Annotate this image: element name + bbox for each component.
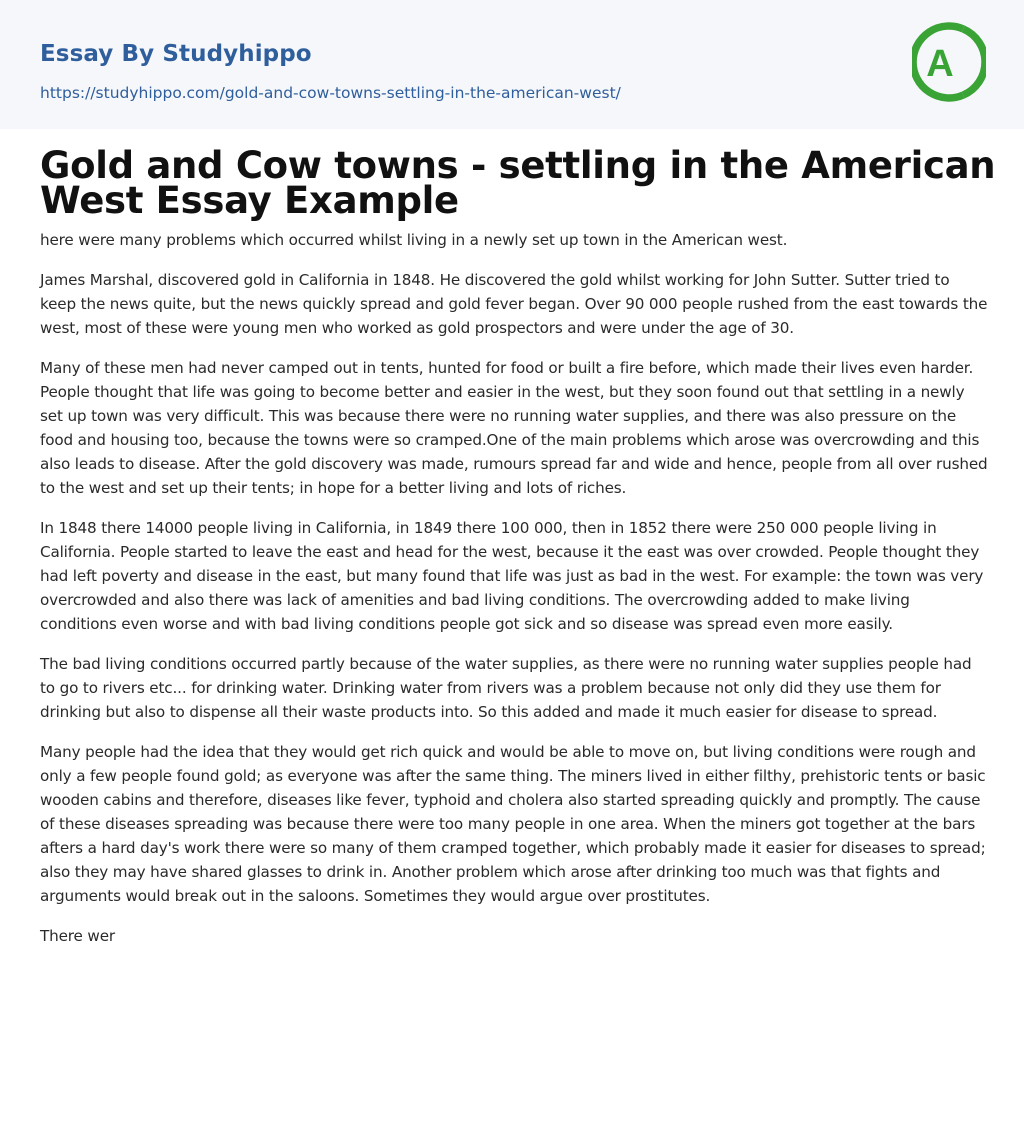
essay-paragraph: In 1848 there 14000 people living in California, in 1849 there 100 000, then in 1852 there were 250 000 people living in California. People started to leave the east and head for the west, because it the east was over crowded. People thought they had left poverty and disease in the east, but many found that life was just as bad in the west. For example: the town was very overcrowded and also there was lack of amenities and bad living conditions. The overcrowding added to make living conditions even worse and with bad living conditions people got sick and so disease was spread even more easily. — [40, 519, 984, 633]
studyhippo-logo-icon[interactable] — [912, 19, 986, 105]
essay-paragraph: The bad living conditions occurred partly because of the water supplies, as there were no running water supplies people had to go to rivers etc... for drinking water. Drinking water from rivers was a problem because not only did they use them for drinking but also to dispense all their waste products into. So this added and made it much easier for disease to spread. — [40, 655, 972, 721]
essay-url-link[interactable]: https://studyhippo.com/gold-and-cow-towns-settling-in-the-american-west/ — [40, 84, 621, 102]
site-header — [0, 0, 1024, 129]
essay-paragraph: here were many problems which occurred whilst living in a newly set up town in the American west. — [40, 231, 788, 249]
essay-paragraph: Many of these men had never camped out in tents, hunted for food or built a fire before, which made their lives even harder. People thought that life was going to become better and easier in the west, but they soon found out that settling in a newly set up town was very difficult. This was because there were no running water supplies, and there was also pressure on the food and housing too, because the towns were so cramped.One of the main problems which arose was overcrowding and this also leads to disease. After the gold discovery was made, rumours spread far and wide and hence, people from all over rushed to the west and set up their tents; in hope for a better living and lots of riches. — [40, 359, 988, 497]
essay-paragraph: Many people had the idea that they would get rich quick and would be able to move on, but living conditions were rough and only a few people found gold; as everyone was after the same thing. The miners lived in either filthy, prehistoric tents or basic wooden cabins and therefore, diseases like fever, typhoid and cholera also started spreading quickly and promptly. The cause of these diseases spreading was because there were too many people in one area. When the miners got together at the bars afters a hard day's work there were so many of them cramped together, which probably made it easier for diseases to spread; also they may have shared glasses to drink in. Another problem which arose after drinking too much was that fights and arguments would break out in the saloons. Sometimes they would argue over prostitutes. — [40, 743, 986, 905]
logo-letter: A — [926, 43, 954, 85]
essay-body — [40, 228, 988, 964]
essay-title: Gold and Cow towns - settling in the American West Essay Example — [40, 144, 996, 222]
site-brand[interactable]: Essay By Studyhippo — [40, 41, 312, 67]
essay-paragraph: There wer — [40, 927, 115, 945]
essay-paragraph: James Marshal, discovered gold in California in 1848. He discovered the gold whilst working for John Sutter. Sutter tried to keep the news quite, but the news quickly spread and gold fever began. Over 90 000 people rushed from the east towards the west, most of these were young men who worked as gold prospectors and were under the age of 30. — [40, 271, 988, 337]
